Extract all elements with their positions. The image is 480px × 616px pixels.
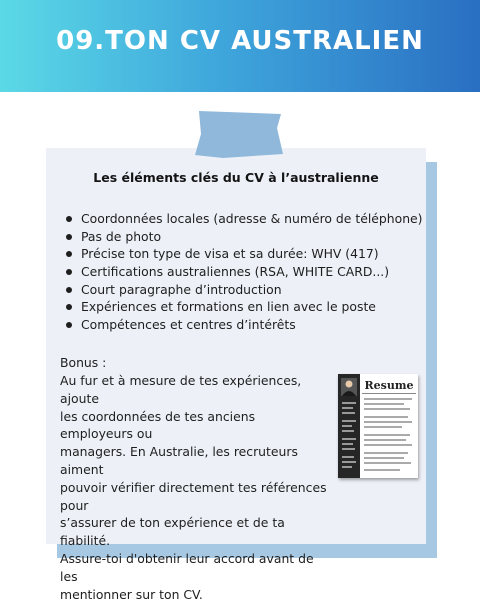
bullet-icon (66, 287, 72, 293)
bonus-line: pouvoir vérifier directement tes références pour (60, 479, 327, 513)
bonus-paragraph (60, 372, 330, 603)
avatar (341, 378, 357, 396)
card-heading: Les éléments clés du CV à l’australienne (93, 170, 379, 185)
bonus-line: Au fur et à mesure de tes expériences, ajoute (60, 373, 302, 406)
bonus-line: managers. En Australie, les recruteurs aiment (60, 444, 298, 477)
resume-document-icon (338, 374, 418, 478)
key-elements-list (64, 210, 423, 334)
list-item: Certifications australiennes (RSA, WHITE CARD...) (64, 263, 423, 281)
bullet-icon (66, 322, 72, 328)
list-item: Coordonnées locales (adresse & numéro de téléphone) (64, 210, 423, 228)
resume-title: Resume (362, 379, 416, 394)
bonus-line: s’assurer de ton expérience et de ta fiabilité. (60, 515, 285, 549)
bullet-icon (66, 269, 72, 275)
bonus-line: Assure-toi d'obtenir leur accord avant de les (60, 550, 314, 584)
list-item: Précise ton type de visa et sa durée: WHV (417) (64, 245, 423, 263)
bonus-line: mentionner sur ton CV. (60, 586, 203, 602)
bullet-icon (66, 304, 72, 310)
resume-sidebar (338, 374, 360, 478)
bonus-label: Bonus : (60, 355, 107, 370)
bullet-icon (66, 234, 72, 240)
bonus-line: les coordonnées de tes anciens employeurs ou (60, 408, 256, 442)
person-icon (341, 378, 357, 396)
bullet-icon (66, 216, 72, 222)
list-item: Court paragraphe d’introduction (64, 281, 423, 299)
bullet-icon (66, 251, 72, 257)
list-item: Expériences et formations en lien avec le poste (64, 298, 423, 316)
header-banner (0, 0, 480, 92)
list-item: Pas de photo (64, 228, 423, 246)
list-item: Compétences et centres d’intérêts (64, 316, 423, 334)
tape-decoration-icon (193, 108, 285, 160)
page-title: 09.TON CV AUSTRALIEN (56, 26, 424, 56)
